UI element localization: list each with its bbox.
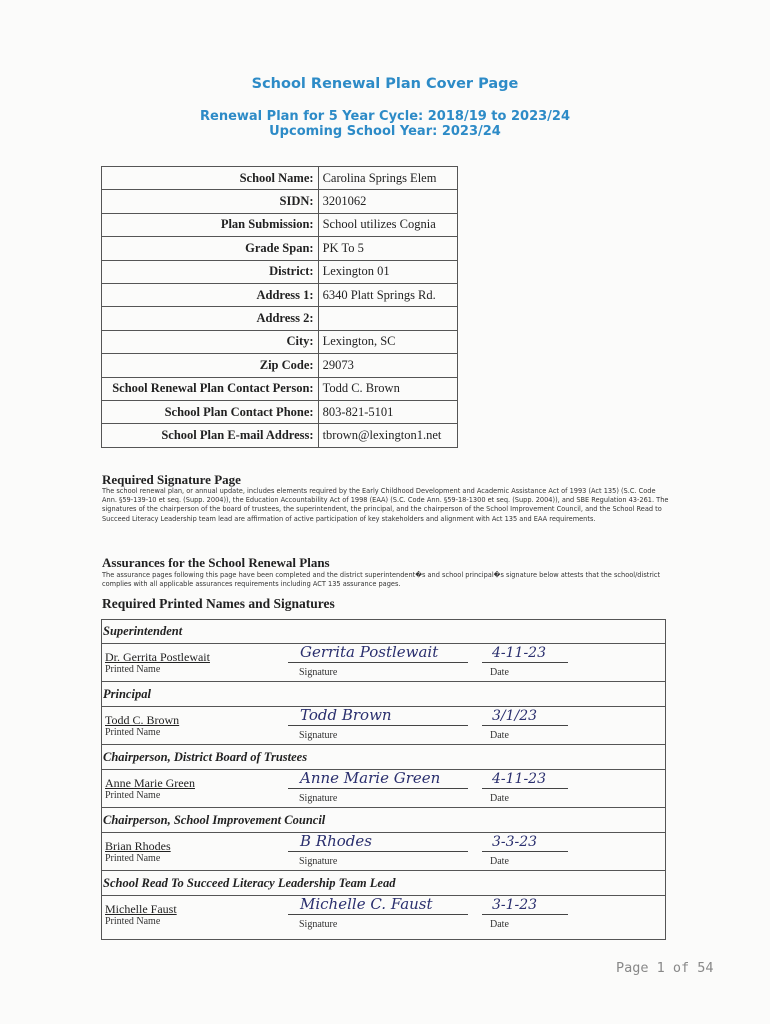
- date-value: 3/1/23: [492, 708, 538, 724]
- info-label: School Plan Contact Phone:: [102, 400, 319, 423]
- section-divider: [101, 681, 666, 682]
- date-value: 3-1-23: [492, 897, 538, 913]
- signature-line: [288, 788, 468, 789]
- info-row: [102, 260, 458, 283]
- school-year-subtitle: Upcoming School Year: 2023/24: [269, 124, 501, 139]
- info-label: School Renewal Plan Contact Person:: [102, 377, 319, 400]
- info-row: [102, 167, 458, 190]
- date-line: [482, 725, 568, 726]
- signature-image: B Rhodes: [300, 832, 372, 850]
- info-label: School Plan E-mail Address:: [102, 424, 319, 447]
- info-label: City:: [102, 330, 319, 353]
- info-row: [102, 424, 458, 447]
- required-signature-title: Required Signature Page: [102, 472, 241, 487]
- required-signature-text: The school renewal plan, or annual update, includes elements required by the Early Childhood Development and Academic Assistance Act of 1993 (Act 135) (S.C. Code Ann. §59-139-10 et seq. (Supp. 2004)), the Education Accountability Act of 1998 (EAA) (S.C. Code Ann. §59-18-1300 et seq. (Supp. 2004)), and SBE Regulation 43-261. The signatures of the chairperson of the board of trustees, the superintendent, the principal, and the chairperson of the School Improvement Council, and the School Read to Succeed Literacy Leadership team lead are affirmation of active participation of key stakeholders and alignment with Act 135 and EAA requirements.: [102, 487, 669, 523]
- printed-name-value: Todd C. Brown: [105, 713, 180, 727]
- printed-name-value: Michelle Faust: [105, 902, 177, 916]
- signature-label: Signature: [299, 730, 338, 741]
- signature-label: Signature: [299, 793, 338, 804]
- info-label: Plan Submission:: [102, 213, 319, 236]
- printed-name-value: Brian Rhodes: [105, 839, 171, 853]
- signer-role: Principal: [103, 687, 151, 701]
- assurances-title: Assurances for the School Renewal Plans: [102, 555, 330, 570]
- info-row: [102, 190, 458, 213]
- date-value: 4-11-23: [492, 771, 546, 787]
- info-label: Address 2:: [102, 307, 319, 330]
- signature-label: Signature: [299, 919, 338, 930]
- signature-image: Gerrita Postlewait: [300, 643, 439, 661]
- info-value: Todd C. Brown: [318, 377, 457, 400]
- info-value: PK To 5: [318, 237, 457, 260]
- info-value: 6340 Platt Springs Rd.: [318, 283, 457, 306]
- date-label: Date: [490, 919, 509, 930]
- date-label: Date: [490, 730, 509, 741]
- printed-name-label: Printed Name: [105, 664, 161, 675]
- info-row: [102, 377, 458, 400]
- info-row: [102, 400, 458, 423]
- info-label: School Name:: [102, 167, 319, 190]
- date-value: 3-3-23: [492, 834, 538, 850]
- signature-image: Todd Brown: [300, 706, 392, 724]
- info-label: Zip Code:: [102, 354, 319, 377]
- signature-line: [288, 662, 468, 663]
- info-label: Grade Span:: [102, 237, 319, 260]
- info-value: tbrown@lexington1.net: [318, 424, 457, 447]
- info-value: [318, 307, 457, 330]
- section-divider: [101, 870, 666, 871]
- signature-line: [288, 914, 468, 915]
- date-line: [482, 851, 568, 852]
- date-line: [482, 662, 568, 663]
- date-label: Date: [490, 793, 509, 804]
- printed-name-label: Printed Name: [105, 790, 161, 801]
- date-value: 4-11-23: [492, 645, 546, 661]
- printed-name-label: Printed Name: [105, 853, 161, 864]
- info-value: 3201062: [318, 190, 457, 213]
- signature-line: [288, 725, 468, 726]
- signature-label: Signature: [299, 856, 338, 867]
- section-divider: [101, 807, 666, 808]
- info-value: Lexington 01: [318, 260, 457, 283]
- info-value: Lexington, SC: [318, 330, 457, 353]
- info-row: [102, 237, 458, 260]
- printed-name-label: Printed Name: [105, 727, 161, 738]
- printed-names-title: Required Printed Names and Signatures: [102, 596, 335, 611]
- signature-line: [288, 851, 468, 852]
- signature-image: Michelle C. Faust: [300, 895, 433, 913]
- role-underline: [101, 832, 666, 833]
- signer-role: Chairperson, School Improvement Council: [103, 813, 326, 827]
- page-title: School Renewal Plan Cover Page: [251, 76, 519, 92]
- cycle-subtitle: Renewal Plan for 5 Year Cycle: 2018/19 to 2023/24: [200, 109, 570, 124]
- date-label: Date: [490, 856, 509, 867]
- info-row: [102, 354, 458, 377]
- info-value: 803-821-5101: [318, 400, 457, 423]
- info-row: [102, 330, 458, 353]
- info-value: School utilizes Cognia: [318, 213, 457, 236]
- section-divider: [101, 744, 666, 745]
- printed-name-label: Printed Name: [105, 916, 161, 927]
- info-label: SIDN:: [102, 190, 319, 213]
- signer-role: School Read To Succeed Literacy Leadership Team Lead: [103, 876, 396, 890]
- info-value: 29073: [318, 354, 457, 377]
- date-label: Date: [490, 667, 509, 678]
- date-line: [482, 914, 568, 915]
- info-label: Address 1:: [102, 283, 319, 306]
- info-row: [102, 213, 458, 236]
- printed-name-value: Anne Marie Green: [105, 776, 195, 790]
- info-value: Carolina Springs Elem: [318, 167, 457, 190]
- page-number: Page 1 of 54: [616, 960, 714, 976]
- date-line: [482, 788, 568, 789]
- school-info-table: [101, 166, 458, 448]
- signer-role: Superintendent: [103, 624, 183, 638]
- info-row: [102, 283, 458, 306]
- signature-label: Signature: [299, 667, 338, 678]
- signer-role: Chairperson, District Board of Trustees: [103, 750, 308, 764]
- assurances-text: The assurance pages following this page have been completed and the district superintendent�s and school principal�s signature below attests that the school/district complies with all applicable assurances requirements including ACT 135 assurance pages.: [102, 571, 661, 589]
- info-row: [102, 307, 458, 330]
- printed-name-value: Dr. Gerrita Postlewait: [105, 650, 210, 664]
- info-label: District:: [102, 260, 319, 283]
- signature-image: Anne Marie Green: [300, 769, 441, 787]
